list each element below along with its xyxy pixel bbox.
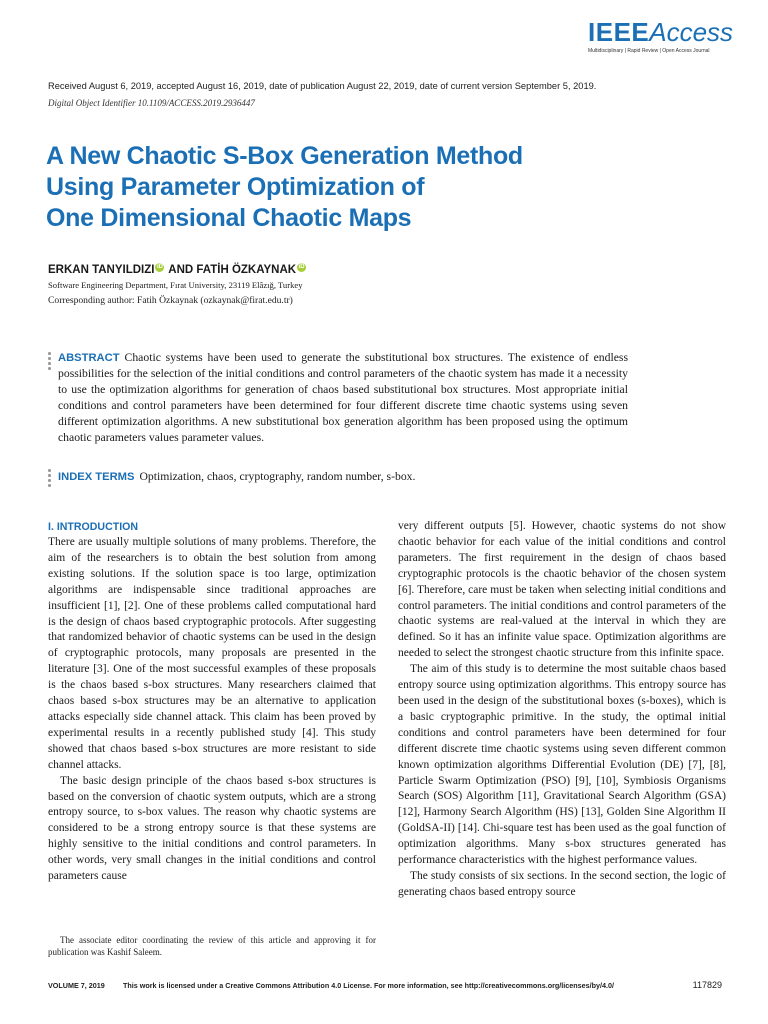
logo-access-text: Access (649, 17, 734, 47)
corresponding-author: Corresponding author: Fatih Özkaynak (ozkaynak@firat.edu.tr) (48, 295, 293, 306)
body-paragraph: very different outputs [5]. However, chaotic systems do not show chaotic behavior for each value of the initial conditions and control parameters. The first requirement in the design of chaos based cryptographic protocols is the chaotic behavior of the chosen system [6]. Therefore, care must be taken when selecting initial conditions and control parameters. The initial conditions and control parameters of the chaotic systems are real-valued at the interval in which they are defined. So it has an infinite value space. Optimization algorithms are needed to select the strongest chaotic structure from this infinite space. (398, 520, 726, 660)
author-list (48, 263, 307, 276)
body-paragraph: The study consists of six sections. In the second section, the logic of generating chaos based entropy source (398, 869, 726, 898)
abstract-marker-icon (48, 352, 51, 372)
paper-title (46, 141, 606, 234)
journal-logo-tagline: Multidisciplinary | Rapid Review | Open Access Journal (588, 48, 710, 54)
author-name: ERKAN TANYILDIZI (48, 264, 155, 276)
abstract (58, 350, 628, 447)
abstract-text: Chaotic systems have been used to generate the substitutional box structures. The existence of endless possibilities for the selection of the initial conditions and control parameters of the chaotic system has made it a necessity to use the optimization algorithms for generation of chaos based substitutional box structures. Most appropriate initial conditions and control parameters have been determined for four different discrete time chaotic systems using seven different optimization algorithms. A new substitutional box generation algorithm has been proposed using the optimum chaotic parameters values parameter values. (58, 351, 628, 445)
publication-dates: Received August 6, 2019, accepted August 16, 2019, date of publication August 22, 2019, date of current version September 5, 2019. (48, 81, 597, 91)
logo-ieee-text: IEEE (588, 17, 650, 47)
right-column (398, 519, 726, 901)
orcid-icon[interactable]: iD (298, 264, 305, 270)
editor-footnote: The associate editor coordinating the review of this article and approving it for publication was Kashif Saleem. (48, 935, 376, 957)
journal-logo (588, 18, 748, 58)
body-paragraph: The basic design principle of the chaos based s-box structures is based on the conversion of chaotic system outputs, which are a strong entropy source, to s-box values. The reason why chaotic systems are considered to be a strong entropy source is that these systems are highly sensitive to the initial conditions and control parameters. In other words, very small changes in the initial conditions and control parameters cause (48, 774, 376, 883)
body-paragraph: There are usually multiple solutions of many problems. Therefore, the aim of the researchers is to obtain the best solution from among existing solutions. If the solution space is too large, optimization algorithms are indispensable since traditional approaches are insufficient [1], [2]. One of these problems called computational hard is the design of chaos based cryptographic protocols. After suggesting that randomized behavior of chaotic systems can be used in the design of cryptographic protocols, many proposals are presented in the literature [3]. One of the most successful examples of these proposals is the chaos based s-box structures. Many researchers claimed that chaos based s-box structures may be an alternative to application attacks especially side channel attack. This claim has been proved by experimental results in a recently published study [4]. This study showed that chaos based s-box structures are more resistant to side channel attacks. (48, 536, 376, 771)
body-paragraph: The aim of this study is to determine the most suitable chaos based entropy source using optimization algorithms. This entropy source has been used in the design of the substitutional boxes (s-boxes), which is a basic cryptographic primitive. In the study, the optimal initial conditions and control parameters have been determined for four different discrete time chaotic systems using seven different common known optimization algorithms Differential Evolution (DE) [7], [8], Particle Swarm Optimization (PSO) [9], [10], Symbiosis Organisms Search (SOS) Algorithm [11], Gravitational Search Algorithm (GSA) [12], Harmony Search Algorithm (HS) [13], Golden Sine Algorithm II (GoldSA-II) [14]. Chi-square test has been used as the goal function of optimization algorithms. Many s-box structures generated has performance characteristics with the highest performance values. (398, 663, 726, 867)
abstract-label: ABSTRACT (58, 352, 120, 364)
journal-logo-wordmark (588, 18, 748, 46)
doi: Digital Object Identifier 10.1109/ACCESS.2019.2936447 (48, 98, 255, 108)
orcid-icon[interactable]: iD (156, 264, 163, 270)
paper-title-line: Using Parameter Optimization of (46, 173, 425, 201)
section-heading: I. INTRODUCTION (48, 521, 139, 533)
footer-volume: VOLUME 7, 2019 (48, 981, 105, 990)
author-conjunction: AND (168, 264, 194, 276)
paper-title-line: A New Chaotic S-Box Generation Method (46, 142, 523, 170)
paper-title-line: One Dimensional Chaotic Maps (46, 204, 412, 232)
index-terms (58, 469, 628, 485)
left-column (48, 519, 376, 885)
author-affiliation: Software Engineering Department, Fırat University, 23119 Elâzığ, Turkey (48, 280, 303, 290)
index-terms-marker-icon (48, 469, 51, 489)
author-name: FATİH ÖZKAYNAK (196, 264, 297, 276)
index-terms-label: INDEX TERMS (58, 471, 135, 483)
index-terms-text: Optimization, chaos, cryptography, random number, s-box. (139, 470, 416, 483)
footer-license[interactable]: This work is licensed under a Creative Commons Attribution 4.0 License. For more information, see http://creativecommons.org/licenses/by/4.0/ (123, 981, 615, 990)
page-number: 117829 (692, 980, 722, 990)
